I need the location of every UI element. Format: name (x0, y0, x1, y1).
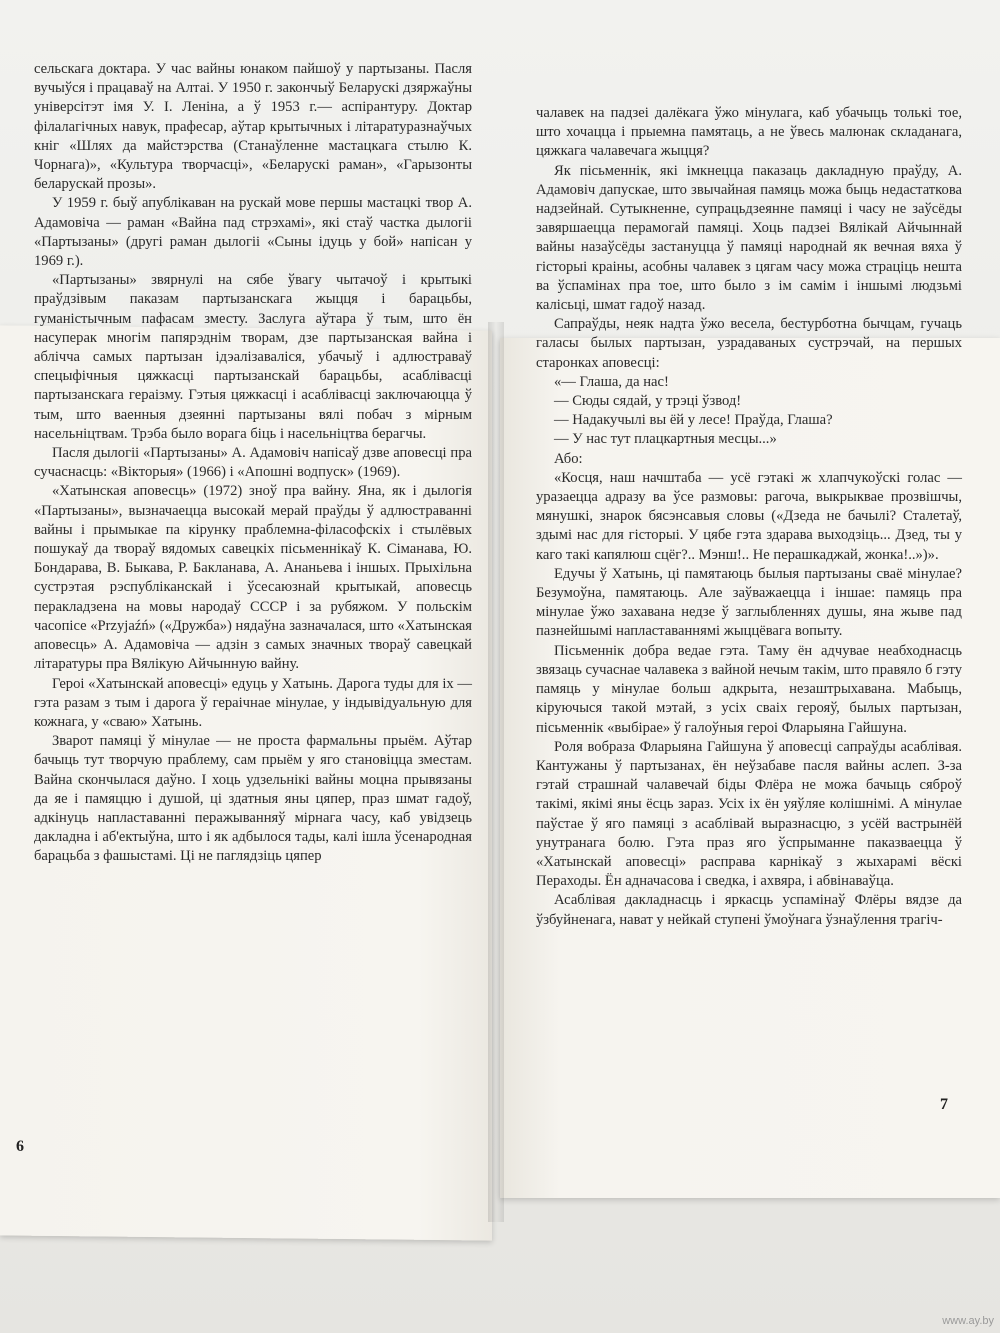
dialogue-line: — Сюды сядай, у трэці ўзвод! (554, 393, 742, 410)
paragraph: чалавек на падзеі далёкага ўжо мінулага, каб убачыць толькі тое, што хочацца і прыемна памятаць, а не ўвесь малюнак складанага, цяжкага чалавечага жыцця? (536, 105, 962, 160)
paragraph: Сапраўды, неяк надта ўжо весела, бестурботна бычцам, гучаць галасы былых партызан, узрадаваных сустрэчай, на першых старонках аповесці: (536, 316, 962, 371)
dialogue-line: «— Глаша, да нас! (554, 373, 669, 390)
book-gutter (488, 322, 504, 1222)
paragraph: «Партызаны» звярнулі на сябе ўвагу чытачоў і крытыкі праўдзівым паказам партызанскага жыцця і барацьбы, гуманістычным пафасам зместу. Заслуга аўтара ў тым, што ён насуперак многім папярэднім творам, дзе партызанская вайна і аблічча самых партызан ідэалізаваліся, убачыў і адлюстраваў спецыфічныя цяжкасці партызанскай барацьбы, асаблівасці партызанскага гераізму. Гэтыя цяжкасці і асаблівасці заключаюцца ў тым, што ваенныя дзеянні партызаны вялі побач з мірным насельніцтвам. Трэба было ворага біць і насельніцтва берагчы. (34, 272, 472, 442)
left-page-text (34, 60, 472, 867)
dialogue-line: — Надакучылі вы ёй у лесе! Праўда, Глаша? (554, 412, 833, 429)
paragraph: Пісьменнік добра ведае гэта. Таму ён адчувае неабходнасць звязаць сучаснае чалавека з вайной нечым такім, што правяло б гэту памяць у мінулае больш адкрыта, незаштрыхавана. Мабыць, кіруючыся такой мэтай, з усіх сваіх герояў, былых партызан, пісьменнік «выбірае» ў галоўныя героі Фларыяна Гайшуна. (536, 642, 962, 736)
page-number-left: 6 (16, 1138, 24, 1155)
paragraph: Едучы ў Хатынь, ці памятаюць былыя партызаны сваё мінулае? Безумоўна, памятаюць. Але заўважаецца і іншае: памяць пра мінулае ўжо захавана недзе ў заглыбленнях душы, яна жыве пад пазнейшымі напластаваннямі жыццёвага вопыту. (536, 565, 962, 640)
page-number-right: 7 (940, 1096, 948, 1113)
paragraph: Зварот памяці ў мінулае — не проста фармальны прыём. Аўтар бачыць тут творчую праблему, сам прыём у яго становіцца зместам. Вайна скончылася даўно. І хоць удзельнікі вайны моцна прывязаны да яе і памяццю і душой, ці здатныя яны цяпер, праз шмат гадоў, адкінуць напластаванні перажыванняў мірнага часу, каб увідзець дакладна і аб'ектыўна, што і як адбылося тады, калі ішла ўсенародная барацьба з фашыстамі. Ці не паглядзіць цяпер (34, 733, 472, 865)
paragraph: Пасля дылогіі «Партызаны» А. Адамовіч напісаў дзве аповесці пра сучаснасць: «Вікторыя» (1966) і «Апошні водпуск» (1969). (34, 445, 472, 481)
watermark: www.ay.by (942, 1315, 994, 1327)
dialogue-line: — У нас тут плацкартныя месцы...» (554, 431, 777, 448)
paragraph: «Хатынская аповесць» (1972) зноў пра вайну. Яна, як і дылогія «Партызаны», вызначаецца высокай мерай праўды ў адлюстраванні вайны і прымыкае па кірунку праблемна-філасофскіх і стылёвых пошукаў да твораў вядомых савецкіх пісьменнікаў К. Сіманава, Ю. Бондарава, В. Быкава, Р. Бакланава, А. Ананьева і іншых. Прыхільна сустрэтая рэспубліканскай і ўсесаюзнай крытыкай, аповесць перакладзена на мовы народаў СССР і за рубяжом. У польскім часопісе «Przyjaźń» («Дружба») нядаўна зазначалася, што «Хатынская аповесць» А. Адамовіча — адзін з самых значных твораў савецкай літаратуры пра Вялікую Айчынную вайну. (34, 483, 472, 673)
paragraph: Асаблівая дакладнасць і яркасць успамінаў Флёры вядзе да ўзбуйненага, нават у нейкай ступені ўмоўнага ўзнаўлення трагіч- (536, 892, 962, 928)
paragraph: Героі «Хатынскай аповесці» едуць у Хатынь. Дарога туды для іх — гэта разам з тым і дарога ў гераічнае мінулае, у індывідуальную для кожнага, у «сваю» Хатынь. (34, 675, 472, 730)
paragraph: Роля вобраза Фларыяна Гайшуна ў аповесці сапраўды асаблівая. Кантужаны ў партызанах, ён неўзабаве пасля вайны аслеп. З-за гэтай страшнай чалавечай біды Флёра не можа бачыць сяброў такімі, якімі яны ёсць зараз. Усіх іх ён уяўляе колішнімі. А мінулае паўстае ў яго памяці з асаблівай выразнасцю, з усёй вастрынёй унутранага болю. Гэта праз яго ўспрыманне паказваецца ў «Хатынскай аповесці» расправа карнікаў з жыхарамі вёскі Пераходы. Ён адначасова і сведка, і ахвяра, і абвінаваўца. (536, 738, 962, 890)
right-page-text (536, 104, 962, 930)
paragraph: Або: (554, 450, 583, 467)
paragraph: сельскага доктара. У час вайны юнаком пайшоў у партызаны. Пасля вучыўся і працаваў на Алтаі. У 1950 г. закончыў Беларускі дзяржаўны універсітэт імя У. І. Леніна, а ў 1953 г.— аспірантуру. Доктар філалагічных навук, прафесар, аўтар крытычных і літаратуразнаўчых кніг «Шлях да майстэрства (Станаўленне мастацкага стылю К. Чорнага)», «Культура творчасці», «Беларускі раман», «Гарызонты беларускай прозы». (34, 61, 472, 193)
paragraph: «Косця, наш начштаба — усё гэтакі ж хлапчукоўскі голас — уразаецца адразу ва ўсе размовы: рагоча, выкрыквае прозвішчы, мянушкі, знарок бясэнсавыя словы («Дзеда не бачылі? Сталетаў, здымі нас для гісторыі. У цябе гэта здарава выходзіць... Дзед, ты у каго такі капялюш сцёг?.. Мэнш!.. Не перашкаджай, жонка!..»)». (536, 469, 962, 563)
paragraph: У 1959 г. быў апублікаван на рускай мове першы мастацкі твор А. Адамовіча — раман «Вайна пад стрэхамі», які стаў частка дылогіі «Партызаны» (другі раман дылогіі «Сыны ідуць у бой» напісан у 1969 г.). (34, 195, 472, 270)
paragraph: Як пісьменнік, які імкнецца паказаць дакладную праўду, А. Адамовіч дапускае, што звычайная памяць можа быць недастаткова надзейнай. Сутыкненне, супрацьдзеянне памяці і часу не заўсёды завяршаецца перамогай памяці. Хоць падзеі Вялікай Айчыннай вайны назаўсёды застануцца ў памяці народнай як вечная вяха ў гісторыі краіны, асобны чалавек з цягам часу можа страціць нешта ва ўспамінах пра тое, што было з ім самім і іншымі людзьмі калісьці, шмат гадоў назад. (536, 162, 962, 314)
